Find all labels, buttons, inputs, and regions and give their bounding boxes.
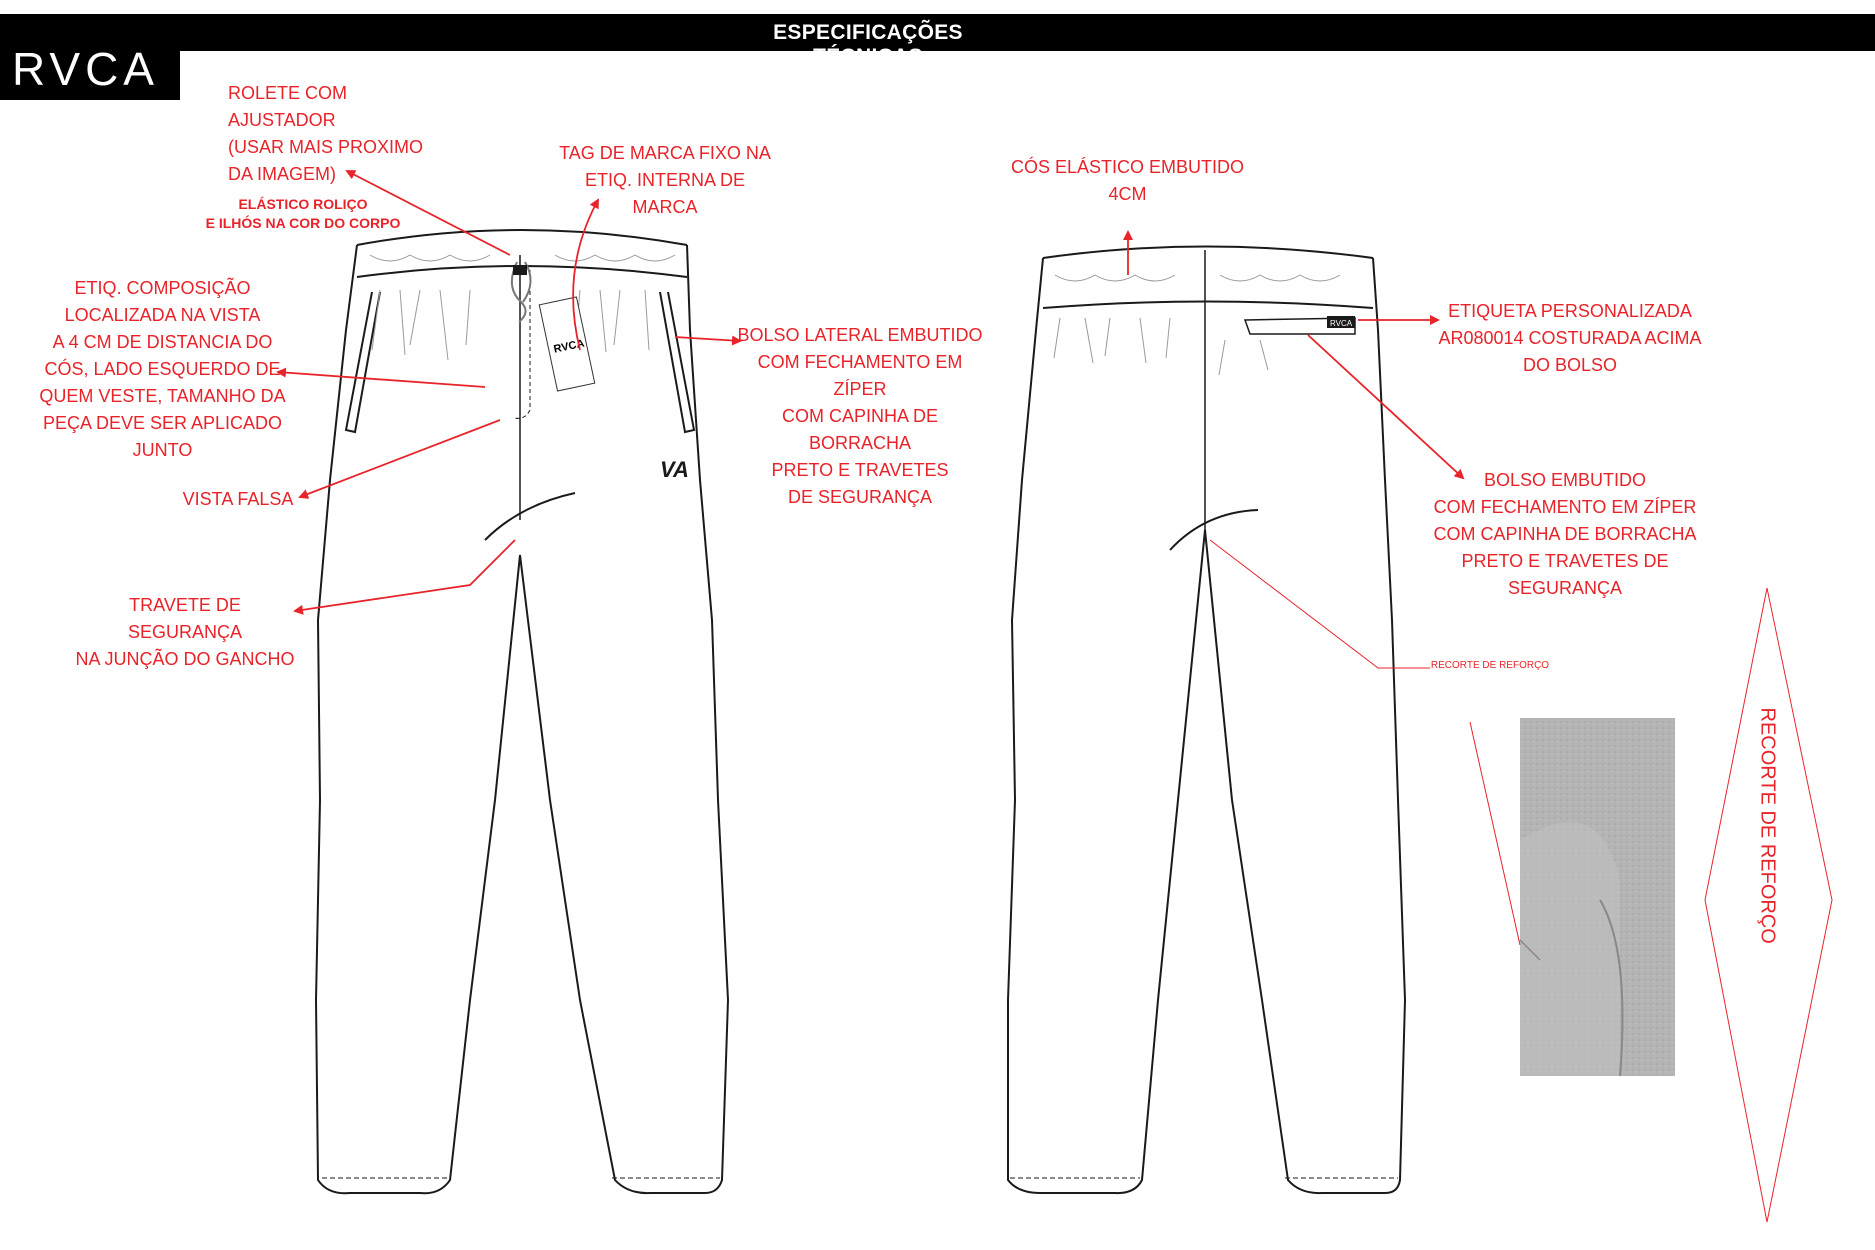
back-waistband-top	[1043, 247, 1373, 259]
reinforcement-photo	[1520, 718, 1675, 1076]
annotation-recorte-small: RECORTE DE REFORÇO	[1430, 660, 1550, 671]
back-outline	[1008, 258, 1405, 1193]
annotation-elastico: ELÁSTICO ROLIÇO E ILHÓS NA COR DO CORPO	[205, 196, 401, 231]
hang-tag	[539, 297, 594, 391]
annotation-cos-elastico: CÓS ELÁSTICO EMBUTIDO 4CM	[1010, 157, 1245, 204]
back-label-text: RVCA	[1330, 319, 1353, 328]
annotation-etiq-composicao: ETIQ. COMPOSIÇÃO LOCALIZADA NA VISTA A 4 CM DE DISTANCIA DO CÓS, LADO ESQUERDO DE QUEM VESTE, TAMANHO DA PEÇA DEVE SER APLICADO JUNTO	[39, 278, 286, 460]
annotation-bolso-embutido: BOLSO EMBUTIDO COM FECHAMENTO EM ZÍPER COM CAPINHA DE BORRACHA PRETO E TRAVETES DE SEGURANÇA	[1433, 470, 1697, 598]
annotation-rolete: ROLETE COM AJUSTADOR (USAR MAIS PROXIMO DA IMAGEM)	[228, 83, 424, 184]
arrow-etiq-composicao	[278, 372, 485, 387]
annotation-etiqueta-personalizada: ETIQUETA PERSONALIZADA AR080014 COSTURADA ACIMA DO BOLSO	[1438, 301, 1702, 375]
back-waistband-bottom	[1043, 302, 1373, 309]
back-crotch-curve	[1170, 510, 1258, 550]
annotation-bolso-lateral: BOLSO LATERAL EMBUTIDO COM FECHAMENTO EM ZÍPER COM CAPINHA DE BORRACHA PRETO E TRAVETES DE SEGURANÇA	[737, 325, 983, 507]
front-left-pocket	[346, 292, 380, 432]
hang-tag-text: RVCA	[552, 337, 586, 356]
back-waistband-gathers	[1054, 275, 1340, 375]
arrow-travete	[295, 540, 515, 611]
page-title: ESPECIFICAÇÕES TÉCNICAS	[773, 21, 963, 68]
annotation-tag-marca: TAG DE MARCA FIXO NA ETIQ. INTERNA DE MARCA	[559, 143, 771, 217]
annotation-vista-falsa: VISTA FALSA	[182, 489, 294, 509]
back-pants	[1008, 247, 1405, 1194]
front-outline	[316, 245, 728, 1193]
annotation-travete: TRAVETE DE SEGURANÇA NA JUNÇÃO DO GANCHO	[75, 595, 295, 669]
arrow-vista-falsa	[300, 420, 500, 497]
front-crotch-curve	[485, 493, 575, 540]
front-logo: VA	[660, 457, 689, 482]
front-pants	[316, 230, 728, 1193]
brand-logo-text: RVCA	[12, 43, 159, 95]
annotation-recorte-vertical-text: RECORTE DE REFORÇO	[1756, 707, 1779, 944]
drawstring	[512, 262, 531, 322]
